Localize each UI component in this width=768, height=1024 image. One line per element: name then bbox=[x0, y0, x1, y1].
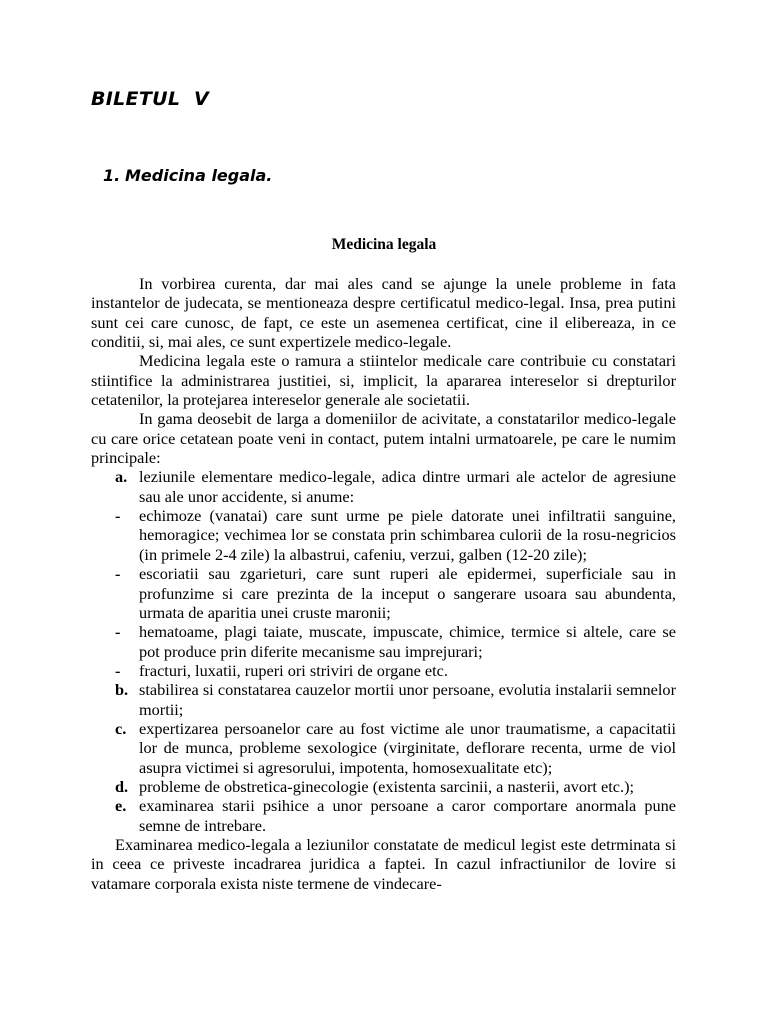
document-body bbox=[91, 274, 676, 893]
paragraph: Medicina legala este o ramura a stiintelor medicale care contribuie cu constatari stiintifice la administrarea justitiei, si, implicit, la apararea intereselor si drepturilor cetatenilor, la protejarea intereselor generale ale societatii. bbox=[91, 351, 676, 410]
list-marker: - bbox=[115, 660, 121, 680]
list-marker: - bbox=[115, 622, 121, 642]
list-item bbox=[91, 796, 676, 835]
list-item-text: probleme de obstretica-ginecologie (existenta sarcinii, a nasterii, avort etc.); bbox=[139, 776, 635, 796]
section-heading bbox=[103, 166, 272, 185]
list-item bbox=[91, 680, 676, 719]
section-number: 1. bbox=[103, 166, 121, 185]
ticket-title: BILETUL V bbox=[91, 88, 210, 110]
list-item bbox=[91, 506, 676, 564]
paragraph: In vorbirea curenta, dar mai ales cand se ajunge la unele probleme in fata instantelor de judecata, se mentioneaza despre certificatul medico-legal. Insa, prea putini sunt cei care cunosc, de fapt, ce este un asemenea certificat, cine il elibereaza, in ce conditii, si, mai ales, ce sunt expertizele medico-legale. bbox=[91, 274, 676, 352]
list-item bbox=[91, 719, 676, 777]
list-item bbox=[91, 622, 676, 661]
list-item bbox=[91, 467, 676, 506]
list-marker: e. bbox=[115, 796, 127, 816]
list-item-text: escoriatii sau zgarieturi, care sunt ruperi ale epidermei, superficiale sau in profunzime si care prezinta de la inceput o sangerare usoara sau abundenta, urmata de aparitia unei cruste maronii; bbox=[139, 564, 676, 622]
paragraph: In gama deosebit de larga a domeniilor de acivitate, a constatarilor medico-legale cu care orice cetatean poate veni in contact, putem intalni urmatoarele, pe care le numim principale: bbox=[91, 409, 676, 468]
list-marker: - bbox=[115, 506, 121, 526]
list-item bbox=[91, 564, 676, 622]
list-item-text: examinarea starii psihice a unor persoane a caror comportare anormala pune semne de intrebare. bbox=[139, 796, 676, 835]
findings-list bbox=[91, 467, 676, 835]
list-item-text: leziunile elementare medico-legale, adica dintre urmari ale actelor de agresiune sau ale unor accidente, si anume: bbox=[139, 467, 676, 506]
list-item-text: hematoame, plagi taiate, muscate, impuscate, chimice, termice si altele, care se pot produce prin diferite mecanisme sau imprejurari; bbox=[139, 622, 676, 661]
list-item-text: expertizarea persoanelor care au fost victime ale unor traumatisme, a capacitatii lor de munca, probleme sexologice (virginitate, deflorare recenta, urme de viol asupra victimei si agresorului, impotenta, homosexualitate etc); bbox=[139, 718, 676, 777]
list-item bbox=[91, 661, 676, 680]
list-item-text: stabilirea si constatarea cauzelor mortii unor persoane, evolutia instalarii semnelor mortii; bbox=[139, 680, 676, 719]
closing-paragraph: Examinarea medico-legala a leziunilor constatate de medicul legist este detrminata si in ceea ce priveste incadrarea juridica a faptei. In cazul infractiunilor de lovire si vatamare corporala exista niste termene de vindecare- bbox=[91, 834, 676, 893]
document-title: Medicina legala bbox=[331, 236, 437, 253]
list-marker: d. bbox=[115, 776, 129, 796]
list-marker: c. bbox=[115, 718, 127, 738]
list-item-text: echimoze (vanatai) care sunt urme pe piele datorate unei infiltratii sanguine, hemoragice; vechimea lor se constata prin schimbarea culorii de la rosu-negricios (in primele 2-4 zile) la albastrui, cafeniu, verzui, galben (12-20 zile); bbox=[139, 506, 676, 564]
list-item-text: fracturi, luxatii, ruperi ori striviri de organe etc. bbox=[139, 660, 448, 680]
section-title: Medicina legala. bbox=[125, 166, 273, 185]
list-item bbox=[91, 777, 676, 796]
list-marker: a. bbox=[115, 467, 128, 487]
list-marker: - bbox=[115, 564, 121, 584]
list-marker: b. bbox=[115, 680, 129, 700]
